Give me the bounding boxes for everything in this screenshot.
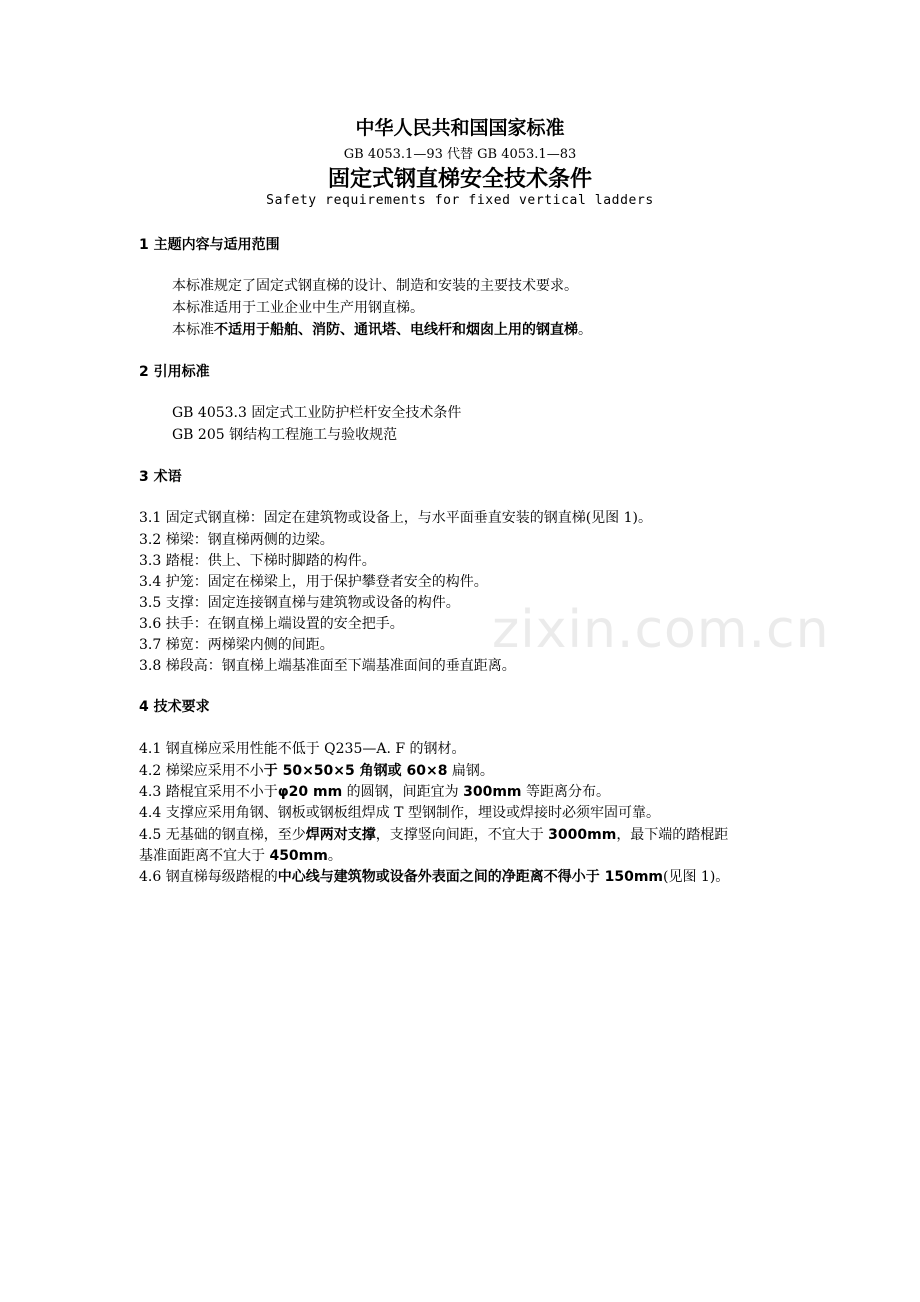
term-3-3: 3.3 踏棍：供上、下梯时脚踏的构件。 bbox=[139, 553, 376, 569]
req-4-5-f: 基准面距离不宜大于 bbox=[139, 848, 270, 864]
section-3-heading: 3 术语 bbox=[139, 469, 182, 485]
section-1-heading: 1 主题内容与适用范围 bbox=[139, 237, 280, 253]
req-4-2 bbox=[139, 760, 494, 780]
req-4-6 bbox=[139, 866, 729, 886]
term-3-7: 3.7 梯宽：两梯梁内侧的间距。 bbox=[139, 637, 334, 653]
req-4-5-spacing: 3000mm bbox=[548, 827, 617, 843]
reference-2: GB 205 钢结构工程施工与验收规范 bbox=[172, 427, 398, 443]
req-4-6-bold: 中心线与建筑物或设备外表面之间的净距离不得小于 150mm bbox=[277, 869, 663, 885]
reference-1: GB 4053.3 固定式工业防护栏杆安全技术条件 bbox=[172, 405, 462, 421]
document-title: 固定式钢直梯安全技术条件 bbox=[327, 167, 592, 192]
standard-number: GB 4053.1—93 代替 GB 4053.1—83 bbox=[343, 147, 577, 162]
req-4-5-bold: 焊两对支撑 bbox=[305, 827, 376, 843]
section-2-heading: 2 引用标准 bbox=[139, 364, 210, 380]
sec1-p3-bold: 不适用于船舶、消防、通讯塔、电线杆和烟囱上用的钢直梯 bbox=[214, 322, 578, 338]
req-4-3-a: 4.3 踏棍宜采用不小于 bbox=[139, 784, 278, 800]
req-4-1: 4.1 钢直梯应采用性能不低于 Q235—A. F 的钢材。 bbox=[139, 741, 466, 757]
term-3-1: 3.1 固定式钢直梯：固定在建筑物或设备上，与水平面垂直安装的钢直梯(见图 1)。 bbox=[139, 510, 652, 526]
req-4-5-line2 bbox=[139, 845, 342, 865]
req-4-5-a: 4.5 无基础的钢直梯，至少 bbox=[139, 827, 306, 843]
req-4-5-c: ，支撑竖向间距，不宜大于 bbox=[375, 827, 549, 843]
req-4-5-line1 bbox=[139, 824, 728, 844]
req-4-5-e: ，最下端的踏棍距 bbox=[616, 827, 729, 843]
term-3-4: 3.4 护笼：固定在梯梁上，用于保护攀登者安全的构件。 bbox=[139, 574, 488, 590]
term-3-5: 3.5 支撑：固定连接钢直梯与建筑物或设备的构件。 bbox=[139, 595, 460, 611]
sec1-paragraph-3 bbox=[172, 319, 592, 339]
term-3-6: 3.6 扶手：在钢直梯上端设置的安全把手。 bbox=[139, 616, 404, 632]
req-4-5-distance: 450mm bbox=[269, 848, 328, 864]
req-4-3-diameter: φ20 mm bbox=[277, 784, 343, 800]
req-4-2-c: 扁钢。 bbox=[447, 763, 494, 779]
req-4-3-c: 的圆钢，间距宜为 bbox=[342, 784, 464, 800]
req-4-4: 4.4 支撑应采用角钢、钢板或钢板组焊成 T 型钢制作，埋设或焊接时必须牢固可靠。 bbox=[139, 805, 660, 821]
req-4-3-e: 等距离分布。 bbox=[521, 784, 610, 800]
term-3-2: 3.2 梯梁：钢直梯两侧的边梁。 bbox=[139, 532, 334, 548]
term-3-8: 3.8 梯段高：钢直梯上端基准面至下端基准面间的垂直距离。 bbox=[139, 658, 516, 674]
sec1-paragraph-2: 本标准适用于工业企业中生产用钢直梯。 bbox=[172, 300, 424, 316]
req-4-2-a: 4.2 梯梁应采用不小 bbox=[139, 763, 264, 779]
req-4-2-bold: 于 50×50×5 角钢或 60×8 bbox=[263, 763, 448, 779]
document-title-english: Safety requirements for fixed vertical ladders bbox=[266, 193, 654, 208]
req-4-3-spacing: 300mm bbox=[463, 784, 522, 800]
req-4-6-a: 4.6 钢直梯每级踏棍的 bbox=[139, 869, 278, 885]
watermark: zixin.com.cn bbox=[492, 600, 830, 660]
req-4-6-c: (见图 1)。 bbox=[663, 869, 730, 885]
req-4-5-h: 。 bbox=[327, 848, 342, 864]
national-standard-title: 中华人民共和国国家标准 bbox=[355, 117, 565, 139]
sec1-paragraph-1: 本标准规定了固定式钢直梯的设计、制造和安装的主要技术要求。 bbox=[172, 278, 578, 294]
sec1-p3-suffix: 。 bbox=[578, 322, 592, 338]
req-4-3 bbox=[139, 781, 610, 801]
sec1-p3-prefix: 本标准 bbox=[172, 322, 214, 338]
section-4-heading: 4 技术要求 bbox=[139, 699, 210, 715]
